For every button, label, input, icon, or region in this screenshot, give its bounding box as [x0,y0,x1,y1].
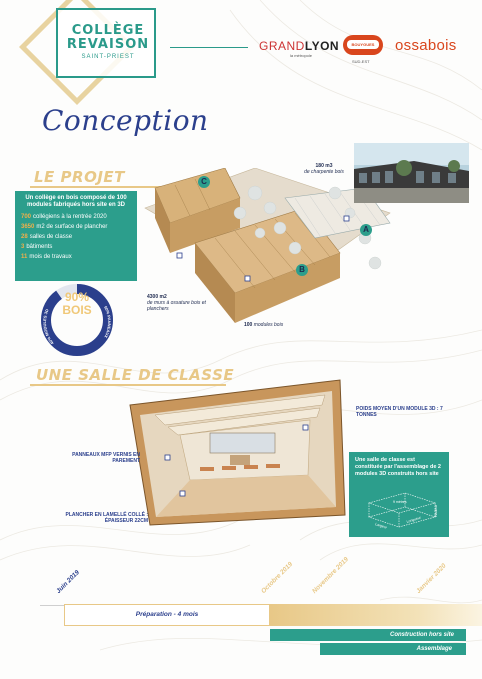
fact-value: 28 [21,234,28,240]
fact-label: mois de travaux [29,254,72,260]
bouygues-logo [343,35,383,55]
fact-label: bâtiments [26,244,53,250]
murs-annotation [147,294,217,312]
charpente-value: 180 m3 [315,163,333,169]
project-intro: Un collège en bois composé de 100 modules fabriqués hors site en 3D [25,195,127,208]
assemblage-bar-label: Assemblage [416,646,452,652]
logo-line-2: REVAISON [66,37,150,52]
logo-line-3: SAINT-PRIEST [81,54,135,60]
modules-value: 100 [244,322,253,328]
timeline-date-octobre-2019: Octobre 2019 [260,560,295,595]
bouygues-subtitle: SUD-EST [352,59,370,64]
fact-row [21,242,131,252]
building-a-badge: A [360,224,372,236]
plancher-label: PLANCHER EN LAMELLÉ COLLÉ : ÉPAISSEUR 22CM [65,512,148,524]
project-facts-box [15,191,137,281]
grandlyon-logo-part2: LYON [304,39,340,53]
construction-gradient-band [270,604,482,626]
assemblage-bar [320,643,466,655]
fact-row [21,252,131,262]
fact-label: salles de classe [29,234,73,240]
college-logo [56,8,156,78]
preparation-bar [64,604,270,626]
fact-value: 3 [21,244,25,250]
grandlyon-logo-part1: GRAND [259,39,305,53]
timeline-date-janvier-2020: Janvier 2020 [415,562,448,595]
panneaux-label: PANNEAUX MFP VERNIS EN PAREMENT [72,452,140,464]
logo-line-1: COLLÈGE [71,23,145,38]
building-photo [354,143,469,203]
ossabois-logo: ossabois [395,37,457,54]
fact-value: 11 [21,254,28,260]
section-title-classe: UNE SALLE DE CLASSE [36,366,235,384]
dim-hauteur: Hauteur [434,504,438,517]
page-title: Conception [42,104,209,137]
dim-9m: 9 mètres [393,500,407,504]
timeline-date-juin-2019: Juin 2019 [55,569,81,595]
charpente-annotation [289,163,359,175]
section-title-projet: LE PROJET [34,168,125,186]
classroom-module-illustration [110,375,350,535]
construction-bar-label: Construction hors site [389,632,454,638]
donut-percent: 90% [64,290,90,304]
poids-label: POIDS MOYEN D'UN MODULE 3D : 7 TONNES [356,406,443,418]
dim-largeur: Largeur [374,522,388,530]
building-c-badge: C [198,176,210,188]
building-b-badge: B [296,264,308,276]
fact-row [21,232,131,242]
bouygues-logo-text: BOUYGUES [347,40,379,49]
dim-longueur: Longueur [406,515,422,524]
fact-row [21,222,131,232]
timeline-date-novembre-2019: Novembre 2019 [311,556,350,595]
classroom-note: Une salle de classe est constituée par l'assemblage de 2 modules 3D construits hors site [355,457,441,477]
modules-annotation [244,322,314,328]
charpente-label: de charpente bois [304,169,344,175]
donut-word: BOIS [62,303,92,317]
grandlyon-subtitle: la métropole [290,53,313,58]
murs-label: de murs à ossature bois et planchers [147,300,206,312]
modules-label: modules bois [253,322,284,328]
fact-label: collégiens à la rentrée 2020 [33,214,107,220]
donut-left-arc-label: 40% MODULES 3D [42,308,55,346]
preparation-bar-label: Préparation - 4 mois [135,611,199,618]
fact-value: 700 [21,214,32,220]
fact-label: m2 de surface de plancher [36,224,108,230]
fact-row [21,212,131,222]
header-divider [170,47,248,48]
grandlyon-logo [259,39,339,53]
construction-hors-site-bar [270,629,466,641]
murs-value: 4300 m2 [147,294,167,300]
fact-value: 3650 [21,224,35,230]
module-dimension-diagram [363,489,441,533]
donut-right-arc-label: 60% PANNEAUX [103,305,112,339]
